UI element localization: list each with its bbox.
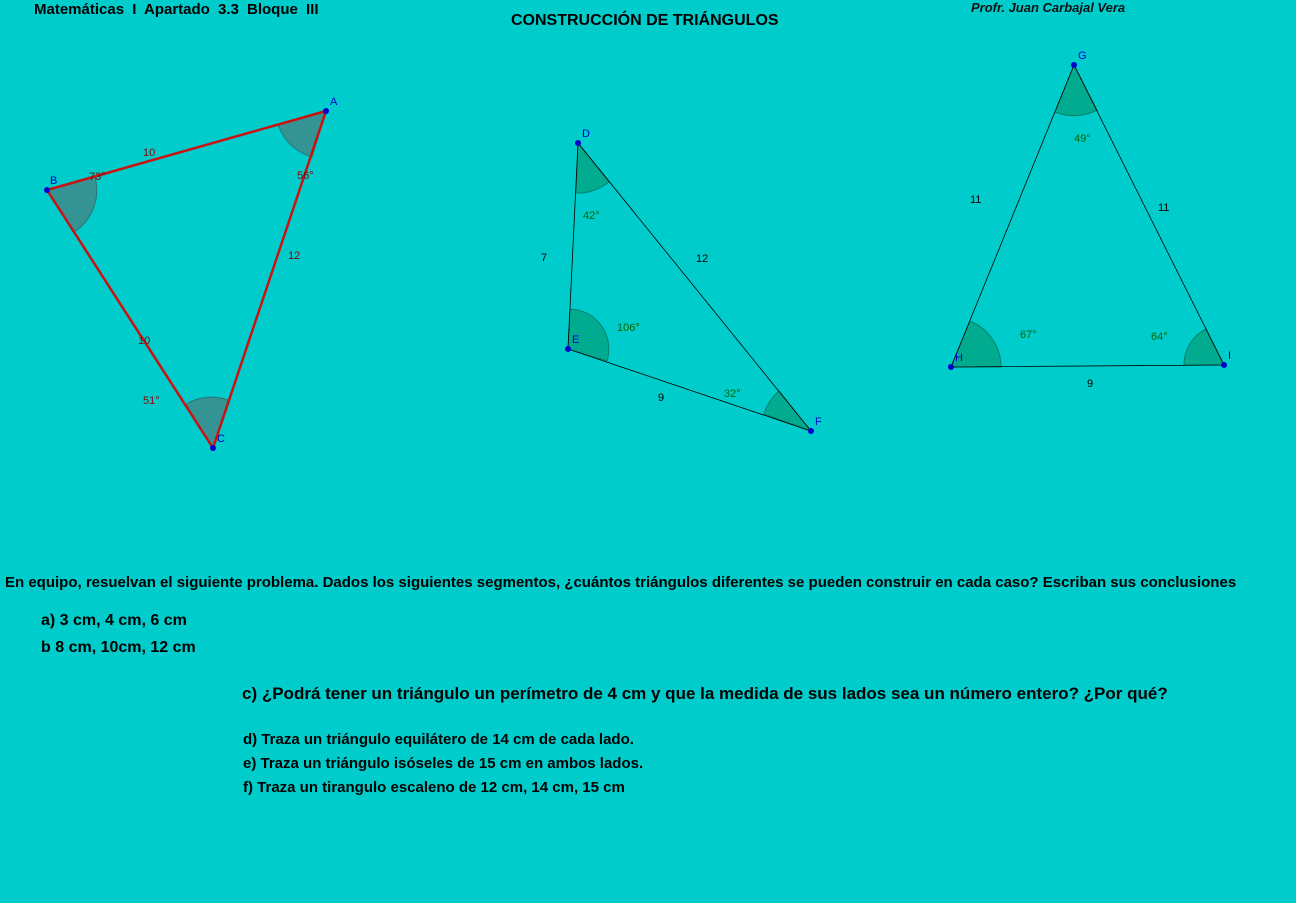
side-ab-label: 10 <box>143 147 156 159</box>
vertex-i-label: I <box>1228 350 1232 362</box>
vertex-e-label: E <box>572 334 580 346</box>
vertex-c-point[interactable] <box>210 445 216 451</box>
page-title: CONSTRUCCIÓN DE TRIÁNGULOS <box>511 12 779 29</box>
angle-f-label: 32° <box>724 388 741 400</box>
author-name: Profr. Juan Carbajal Vera <box>971 0 1126 15</box>
side-df-label: 12 <box>696 253 709 265</box>
angle-h-label: 67° <box>1020 329 1037 341</box>
vertex-d-label: D <box>582 128 590 140</box>
angle-i-label: 64° <box>1151 331 1168 343</box>
side-gi-label: 11 <box>1158 202 1170 214</box>
triangle-def <box>541 128 822 434</box>
question-a: a) 3 cm, 4 cm, 6 cm <box>41 612 187 629</box>
side-hi-label: 9 <box>1087 378 1094 390</box>
vertex-f-label: F <box>815 416 822 428</box>
question-b: b 8 cm, 10cm, 12 cm <box>41 639 196 656</box>
side-ac-label: 12 <box>288 250 301 262</box>
vertex-g-point[interactable] <box>1071 62 1077 68</box>
course-header: Matemáticas I Apartado 3.3 Bloque III <box>34 1 319 18</box>
angle-i-sector <box>1184 329 1224 365</box>
angle-d-sector <box>576 143 609 193</box>
vertex-h-label: H <box>955 352 963 364</box>
vertex-g-label: G <box>1078 50 1087 62</box>
angle-c-label: 51° <box>143 395 160 407</box>
angle-e-label: 106° <box>617 322 640 334</box>
angle-b-label: 73° <box>89 171 106 183</box>
triangle-def-edges <box>568 143 811 431</box>
angle-f-sector <box>764 391 811 431</box>
vertex-b-label: B <box>50 175 58 187</box>
angle-g-label: 49° <box>1074 133 1091 145</box>
question-e: e) Traza un triángulo isóseles de 15 cm en ambos lados. <box>243 755 644 772</box>
vertex-e-point[interactable] <box>565 346 571 352</box>
angle-a-label: 56° <box>297 170 314 182</box>
triangle-ghi <box>948 50 1231 390</box>
side-gh-label: 11 <box>970 194 982 206</box>
vertex-i-point[interactable] <box>1221 362 1227 368</box>
side-ef-label: 9 <box>658 392 665 404</box>
vertex-a-point[interactable] <box>323 108 329 114</box>
vertex-d-point[interactable] <box>575 140 581 146</box>
problem-instruction: En equipo, resuelvan el siguiente problema. Dados los siguientes segmentos, ¿cuántos triángulos diferentes se pueden construir en cada caso? Escriban sus conclusiones <box>5 574 1237 591</box>
triangle-abc <box>44 96 338 451</box>
question-c: c) ¿Podrá tener un triángulo un perímetro de 4 cm y que la medida de sus lados sea un número entero? ¿Por qué? <box>242 684 1168 703</box>
vertex-a-label: A <box>330 96 338 108</box>
vertex-b-point[interactable] <box>44 187 50 193</box>
question-f: f) Traza un tirangulo escaleno de 12 cm, 14 cm, 15 cm <box>243 779 625 796</box>
angle-g-sector <box>1055 65 1097 116</box>
side-de-label: 7 <box>541 252 548 264</box>
vertex-h-point[interactable] <box>948 364 954 370</box>
side-bc-label: 10 <box>138 335 151 347</box>
triangle-abc-edges <box>47 111 326 448</box>
question-d: d) Traza un triángulo equilátero de 14 cm de cada lado. <box>243 731 634 748</box>
vertex-c-label: C <box>217 433 225 445</box>
vertex-f-point[interactable] <box>808 428 814 434</box>
angle-d-label: 42° <box>583 210 600 222</box>
